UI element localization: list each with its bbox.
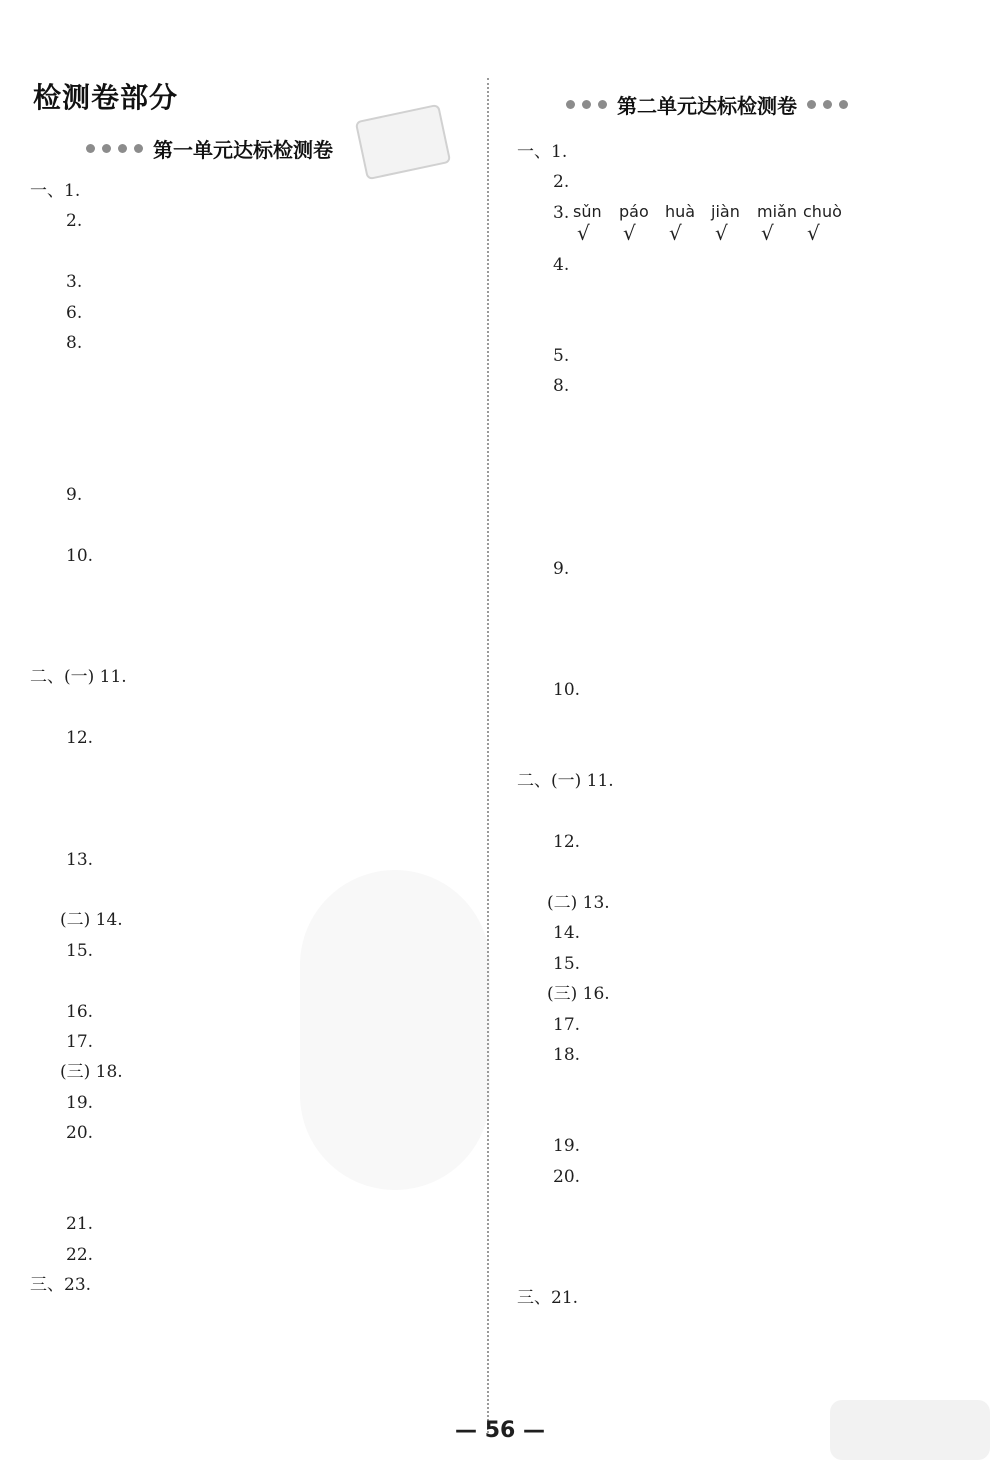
answer-line [517,432,957,462]
answer-line [30,298,470,328]
answer-line [30,936,470,966]
left-answer-column [30,176,470,1392]
question-number: (二) 13. [547,892,610,913]
answer-line [30,905,470,935]
answer-line [30,328,470,358]
answer-line [517,584,957,614]
answer-line [30,875,470,905]
answer-line [30,1027,470,1057]
stamp-watermark [355,104,452,181]
question-number: 5. [553,345,570,366]
answer-line [30,389,470,419]
question-number: 20. [553,1166,581,1187]
question-number: 17. [553,1014,581,1035]
pinyin-syllable: jiàn [711,201,740,221]
question-number: 14. [553,923,581,944]
answer-line [517,1313,957,1343]
answer-line [30,1300,470,1330]
question-number: 19. [553,1136,581,1157]
answer-line [517,1374,957,1404]
bullet-dots-icon [566,100,607,109]
check-icon: √ [577,220,590,245]
answer-line [517,493,957,523]
answer-line [30,1088,470,1118]
question-number: (三) 18. [60,1062,123,1083]
answer-line [30,693,470,723]
answer-line [517,1162,957,1192]
answer-line [517,949,957,979]
answer-line [517,1222,957,1252]
answer-line [517,766,957,796]
answer-line [30,1179,470,1209]
question-number: 8. [66,332,83,353]
question-number: 8. [553,376,570,397]
question-number: 2. [553,172,570,193]
answer-line [30,176,470,206]
answer-line [517,1253,957,1283]
left-unit-title: 第一单元达标检测卷 [153,138,333,162]
question-number: 一、1. [30,181,81,201]
question-number: 一、1. [517,142,568,162]
check-icon: √ [807,220,820,245]
column-divider [487,78,489,1433]
question-number: 10. [66,545,94,566]
pinyin-syllable: sǔn [573,201,602,221]
question-number: 三、21. [517,1288,579,1309]
answer-line [517,1040,957,1070]
question-number: 16. [66,1001,94,1022]
answer-line [30,1240,470,1270]
answer-line [30,419,470,449]
answer-line [517,706,957,736]
question-number: (三) 16. [547,984,610,1005]
answer-line [30,997,470,1027]
answer-line [30,480,470,510]
bullet-dots-icon [807,100,848,109]
answer-line [517,554,957,584]
answer-line [30,1331,470,1361]
question-number: 3. [66,272,83,293]
question-number: 6. [66,302,83,323]
answer-line [30,267,470,297]
answer-line [517,736,957,766]
pinyin-syllable: páo [619,201,649,221]
answer-line [30,1209,470,1239]
question-number: 12. [553,832,581,853]
question-number: 22. [66,1244,94,1265]
page-number: — 56 — [455,1418,545,1443]
answer-line [30,237,470,267]
answer-line [30,358,470,388]
question-number: 二、(一) 11. [517,771,614,792]
answer-line [517,1344,957,1374]
right-unit-heading [566,90,848,119]
question-number: 二、(一) 11. [30,667,127,688]
answer-line [30,1270,470,1300]
answer-line [517,198,957,250]
left-unit-heading [86,134,333,163]
answer-line [30,1361,470,1391]
answer-line [30,601,470,631]
pinyin-syllable: miǎn [757,201,797,221]
answer-line [30,845,470,875]
question-number: 9. [553,558,570,579]
answer-line [517,645,957,675]
question-number: 15. [553,953,581,974]
pinyin-syllable: chuò [803,201,842,221]
answer-line [517,675,957,705]
answer-line [30,632,470,662]
answer-line [30,450,470,480]
check-icon: √ [761,220,774,245]
answer-line [517,614,957,644]
question-number: (二) 14. [60,910,123,931]
bullet-dots-icon [86,144,143,153]
answer-line [517,167,957,197]
answer-line [30,510,470,540]
answer-line [517,1283,957,1313]
answer-line [517,797,957,827]
section-title: 检测卷部分 [33,81,179,114]
answer-line [517,1192,957,1222]
answer-line [517,371,957,401]
answer-line [517,1070,957,1100]
question-number: 12. [66,728,94,749]
answer-line [30,1118,470,1148]
answer-line [517,402,957,432]
answer-line [30,784,470,814]
pinyin-syllable: huà [665,201,696,221]
answer-line [517,1010,957,1040]
answer-line [30,753,470,783]
answer-line [517,250,957,280]
question-number: 2. [66,211,83,232]
answer-line [517,827,957,857]
check-icon: √ [715,220,728,245]
answer-line [30,966,470,996]
question-number: 20. [66,1123,94,1144]
question-number: 18. [553,1044,581,1065]
question-number: 19. [66,1092,94,1113]
answer-line [30,206,470,236]
question-number: 三、23. [30,1275,92,1296]
answer-line [30,1149,470,1179]
right-answer-column [517,137,957,1405]
right-unit-title: 第二单元达标检测卷 [617,94,797,118]
answer-line [517,1101,957,1131]
check-icon: √ [669,220,682,245]
question-number: 10. [553,680,581,701]
answer-line [30,541,470,571]
answer-line [517,463,957,493]
question-number: 9. [66,484,83,505]
answer-line [517,523,957,553]
answer-line [517,311,957,341]
answer-line [30,662,470,692]
answer-line [30,814,470,844]
answer-line [517,888,957,918]
answer-line [517,341,957,371]
answer-line [517,979,957,1009]
question-number: 17. [66,1031,94,1052]
answer-line [30,723,470,753]
question-number: 15. [66,940,94,961]
question-number: 4. [553,254,570,275]
check-icon: √ [623,220,636,245]
answer-line [30,571,470,601]
question-number: 13. [66,849,94,870]
question-number: 3. [553,202,570,223]
answer-line [30,1057,470,1087]
answer-line [517,858,957,888]
answer-line [517,918,957,948]
question-number: 21. [66,1214,94,1235]
answer-line [517,280,957,310]
answer-line [517,1131,957,1161]
answer-line [517,137,957,167]
